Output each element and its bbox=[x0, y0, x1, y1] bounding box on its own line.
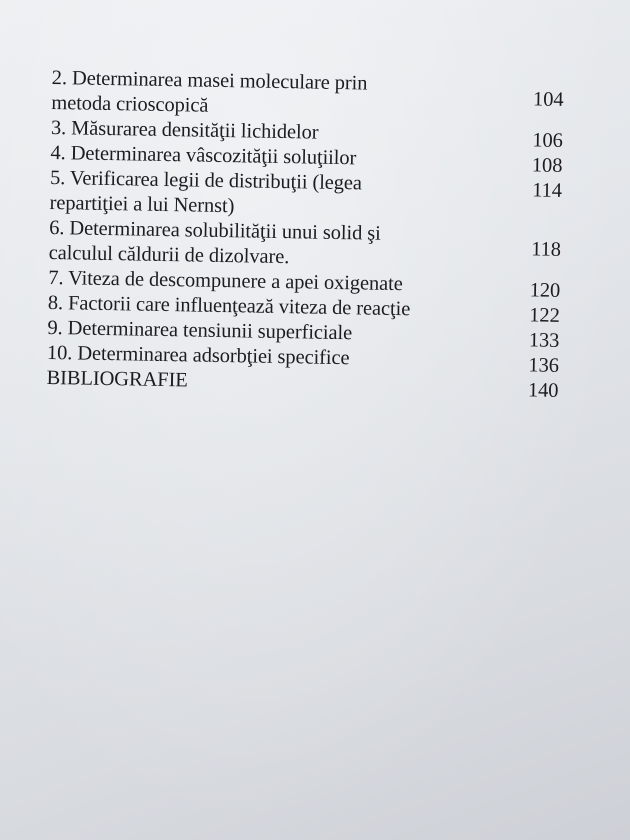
toc-page-number: 136 bbox=[528, 354, 560, 377]
toc-entry-line: 2. Determinarea masei moleculare prin bbox=[51, 66, 368, 95]
toc-entry-title bbox=[49, 166, 570, 225]
toc-entry-2 bbox=[51, 66, 572, 125]
toc-entry-line: metoda crioscopică bbox=[51, 91, 209, 117]
table-of-contents bbox=[46, 66, 572, 400]
toc-entry-6 bbox=[49, 216, 570, 275]
toc-entry-line: 10. Determinarea adsorbţiei specifice bbox=[46, 341, 350, 370]
toc-entry-5 bbox=[49, 166, 570, 225]
toc-entry-line: 9. Determinarea tensiunii superficiale bbox=[47, 316, 353, 345]
toc-entry-line: 7. Viteza de descompunere a apei oxigenate bbox=[48, 266, 403, 296]
toc-page-number: 104 bbox=[532, 88, 564, 111]
toc-page-number: 108 bbox=[531, 154, 563, 177]
toc-entry-line: 5. Verificarea legii de distribuţii (legea bbox=[49, 166, 363, 195]
toc-entry-line: repartiţiei a lui Nernst) bbox=[49, 191, 235, 218]
toc-entry-line: 3. Măsurarea densităţii lichidelor bbox=[50, 116, 319, 144]
toc-entry-line: 4. Determinarea vâscozităţii soluţiilor bbox=[50, 141, 357, 170]
toc-page-number: 120 bbox=[529, 279, 561, 302]
toc-page-number: 106 bbox=[532, 129, 563, 152]
toc-entry-line: 8. Factorii care influenţează viteza de reacţie bbox=[47, 291, 411, 321]
toc-entry-line: 6. Determinarea solubilităţii unui solid şi bbox=[48, 216, 381, 245]
toc-page-number: 114 bbox=[532, 179, 563, 202]
toc-page-number: 122 bbox=[529, 304, 560, 327]
toc-entry-title bbox=[49, 216, 570, 275]
toc-page-number: 118 bbox=[530, 238, 562, 261]
toc-page-number: 140 bbox=[527, 379, 559, 402]
toc-entry-line: BIBLIOGRAFIE bbox=[46, 366, 188, 392]
toc-page-number: 133 bbox=[528, 329, 560, 352]
toc-entry-title bbox=[51, 66, 572, 125]
toc-entry-line: calculul căldurii de dizolvare. bbox=[48, 241, 290, 269]
